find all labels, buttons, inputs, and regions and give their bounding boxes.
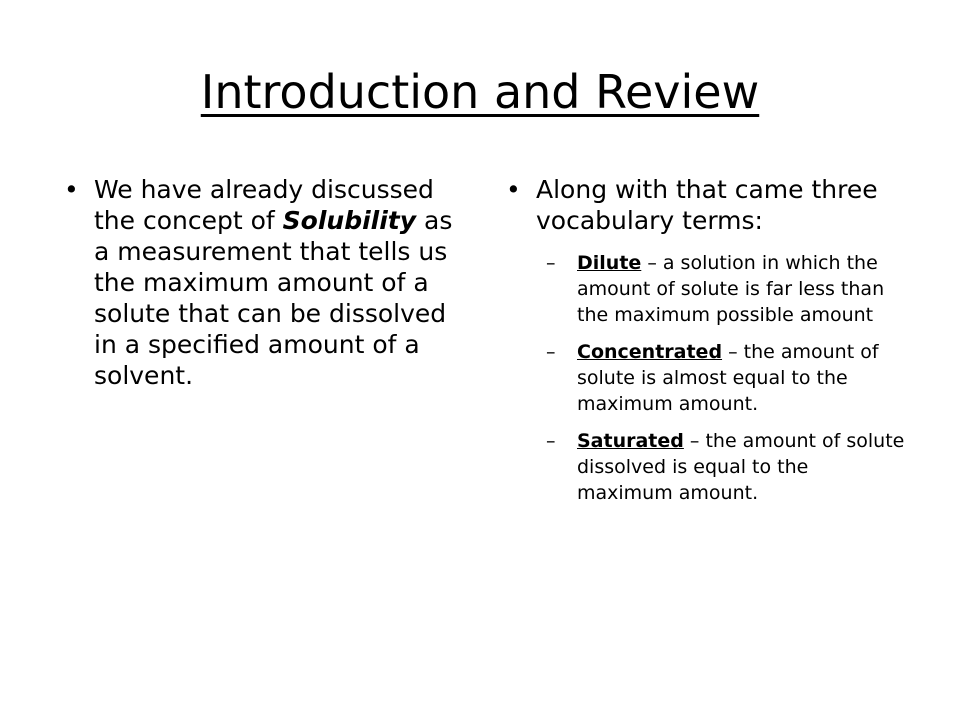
right-column <box>506 174 906 517</box>
vocabulary-bullet <box>506 174 906 236</box>
term-saturated: Saturated <box>577 430 684 452</box>
list-item-saturated <box>506 428 906 506</box>
dash-icon: – <box>546 430 556 452</box>
solubility-term: Solubility <box>282 206 417 235</box>
list-item-dilute <box>506 250 906 328</box>
bullet-icon: • <box>506 175 521 204</box>
left-column <box>64 174 464 391</box>
definition-concentrated: – the amount of solute is almost equal to the maximum amount. <box>577 341 879 415</box>
bullet-icon: • <box>64 175 79 204</box>
solubility-bullet <box>64 174 464 391</box>
term-concentrated: Concentrated <box>577 341 723 363</box>
solubility-text-before: We have already discussed the concept of <box>94 175 434 235</box>
definition-dilute: – a solution in which the amount of solute is far less than the maximum possible amount <box>577 252 885 326</box>
solubility-text-after: as a measurement that tells us the maximum amount of a solute that can be dissolved in a specified amount of a solvent. <box>94 206 453 390</box>
definition-saturated: – the amount of solute dissolved is equal to the maximum amount. <box>577 430 905 504</box>
slide-title: Introduction and Review <box>200 65 760 119</box>
vocabulary-intro: Along with that came three vocabulary terms: <box>536 175 878 235</box>
vocabulary-list <box>506 250 906 506</box>
dash-icon: – <box>546 341 556 363</box>
list-item-concentrated <box>506 339 906 417</box>
term-dilute: Dilute <box>577 252 642 274</box>
dash-icon: – <box>546 252 556 274</box>
